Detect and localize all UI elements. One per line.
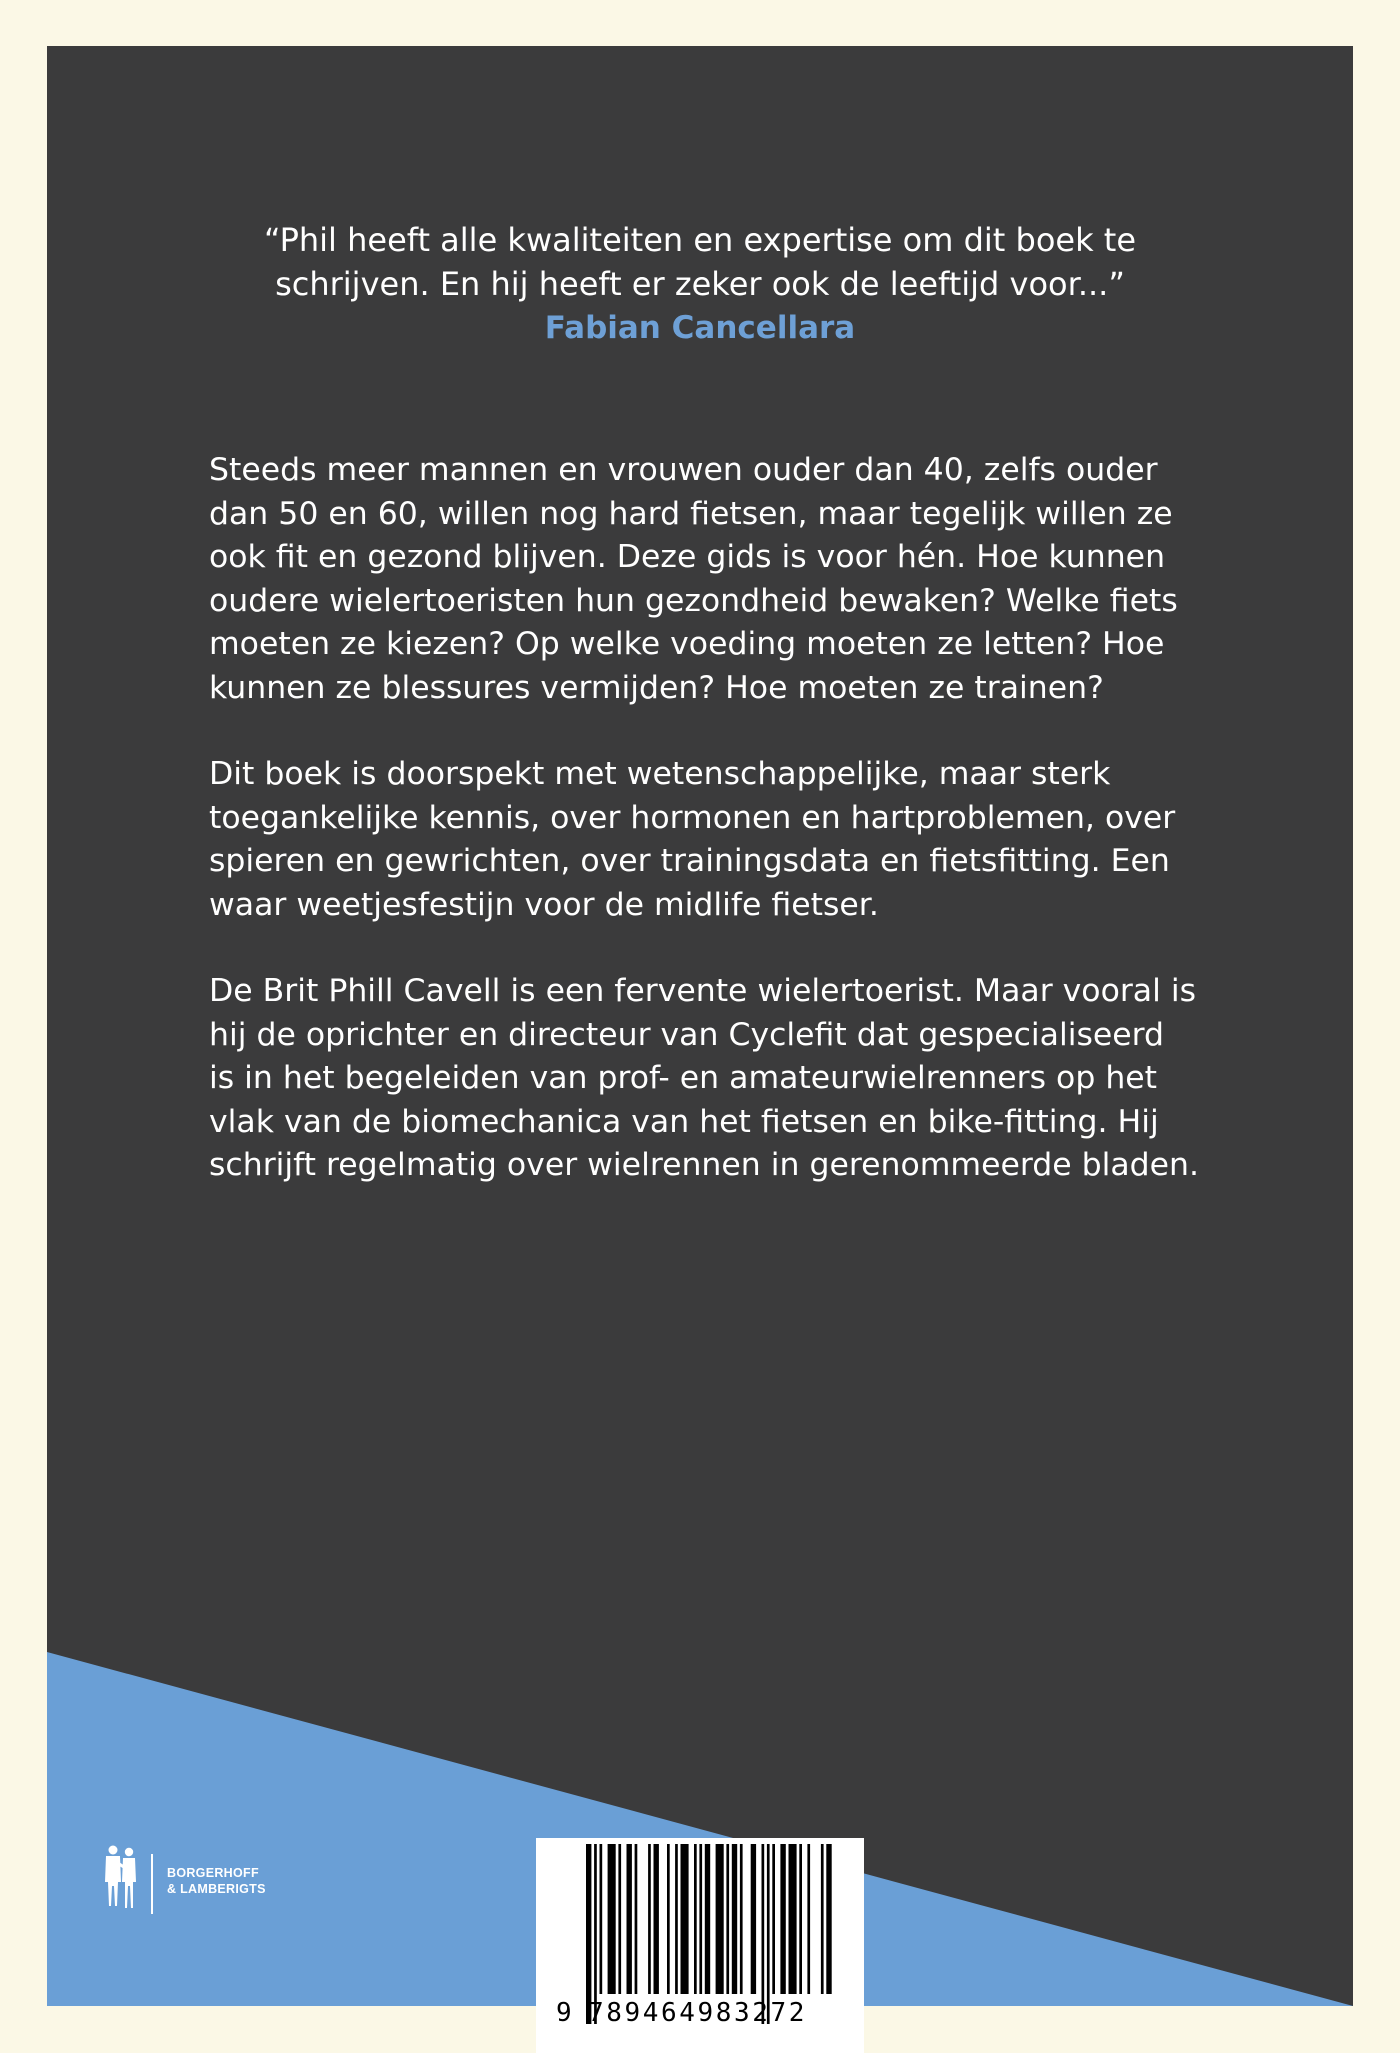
endorsement-quote xyxy=(147,218,1253,350)
blurb-text xyxy=(209,449,1209,1231)
blurb-paragraph-3 xyxy=(209,970,1209,1188)
barcode-bar xyxy=(608,1844,616,1994)
text-line: Dit boek is doorspekt met wetenschappelijke, maar sterk xyxy=(209,756,1111,792)
barcode-bar xyxy=(762,1844,765,2024)
barcode-bar xyxy=(586,1844,591,2024)
publisher-logo xyxy=(45,1838,285,1928)
barcode-bar xyxy=(654,1844,659,1994)
text-line: Steeds meer mannen en vrouwen ouder dan 40, zelfs ouder xyxy=(209,452,1158,488)
blurb-paragraph-2 xyxy=(209,753,1209,927)
barcode-bar xyxy=(627,1844,632,1994)
barcode-bar xyxy=(821,1844,824,1994)
barcode-bar xyxy=(675,1844,678,1994)
barcode-bar xyxy=(772,1844,775,1994)
barcode-bar xyxy=(694,1844,697,1994)
barcode-bar xyxy=(699,1844,702,1994)
text-line: kunnen ze blessures vermijden? Hoe moeten ze trainen? xyxy=(209,669,1104,706)
text-line: ook fit en gezond blijven. Deze gids is voor hén. Hoe kunnen xyxy=(209,539,1166,575)
back-cover xyxy=(47,46,1353,2006)
two-figures-icon xyxy=(45,1838,145,1928)
text-line: is in het begeleiden van prof- en amateurwielrenners op het xyxy=(209,1060,1158,1096)
barcode-bar xyxy=(767,1844,770,2024)
text-line: De Brit Phill Cavell is een fervente wielertoerist. Maar vooral is xyxy=(209,973,1197,1009)
text-line: dan 50 en 60, willen nog hard fietsen, maar tegelijk willen ze xyxy=(209,495,1173,532)
text-line: vlak van de biomechanica van het fietsen en bike-fitting. Hij xyxy=(209,1103,1159,1140)
publisher-name xyxy=(167,1865,266,1897)
text-line: schrijft regelmatig over wielrennen in gerenommeerde bladen. xyxy=(209,1147,1200,1183)
barcode-bar xyxy=(780,1844,785,1994)
quote-author: Fabian Cancellara xyxy=(544,310,856,346)
publisher-name-line: & LAMBERIGTS xyxy=(167,1882,266,1896)
blurb-paragraph-1 xyxy=(209,449,1209,710)
barcode-bar xyxy=(648,1844,651,1994)
publisher-name-line: BORGERHOFF xyxy=(167,1866,259,1880)
barcode-bar xyxy=(635,1844,638,1994)
text-line: hij de oprichter en directeur van Cyclefit dat gespecialiseerd xyxy=(209,1016,1165,1053)
barcode-bar xyxy=(799,1844,802,1994)
quote-line: schrijven. En hij heeft er zeker ook de leeftijd voor...” xyxy=(275,265,1125,303)
barcode-bar xyxy=(600,1844,603,1994)
barcode-bar xyxy=(789,1844,797,1994)
barcode-bar xyxy=(826,1844,831,1994)
text-line: spieren en gewrichten, over trainingsdata en fietsfitting. Een xyxy=(209,843,1170,879)
barcode-bar xyxy=(594,1844,597,2024)
barcode-bar xyxy=(667,1844,670,1994)
barcode-bar xyxy=(726,1844,729,1994)
isbn-barcode xyxy=(536,1838,864,2053)
barcode-bar xyxy=(716,1844,724,1994)
text-line: moeten ze kiezen? Op welke voeding moeten ze letten? Hoe xyxy=(209,626,1165,662)
barcode-first-digit: 9 xyxy=(556,1998,572,2028)
quote-line: “Phil heeft alle kwaliteiten en expertise om dit boek te xyxy=(263,221,1137,259)
barcode-bar xyxy=(681,1844,689,1994)
barcode-digits: 789464983272 xyxy=(588,1998,808,2028)
barcode-bar xyxy=(705,1844,710,1994)
barcode-bar xyxy=(732,1844,737,1994)
logo-divider xyxy=(151,1854,153,1914)
text-line: waar weetjesfestijn voor de midlife fietser. xyxy=(209,886,879,923)
text-line: toegankelijke kennis, over hormonen en hartproblemen, over xyxy=(209,799,1176,836)
barcode-bar xyxy=(751,1844,756,1994)
barcode-bar xyxy=(618,1844,621,1994)
barcode-bar xyxy=(740,1844,743,1994)
text-line: oudere wielertoeristen hun gezondheid bewaken? Welke fiets xyxy=(209,582,1178,619)
barcode-bar xyxy=(807,1844,810,1994)
